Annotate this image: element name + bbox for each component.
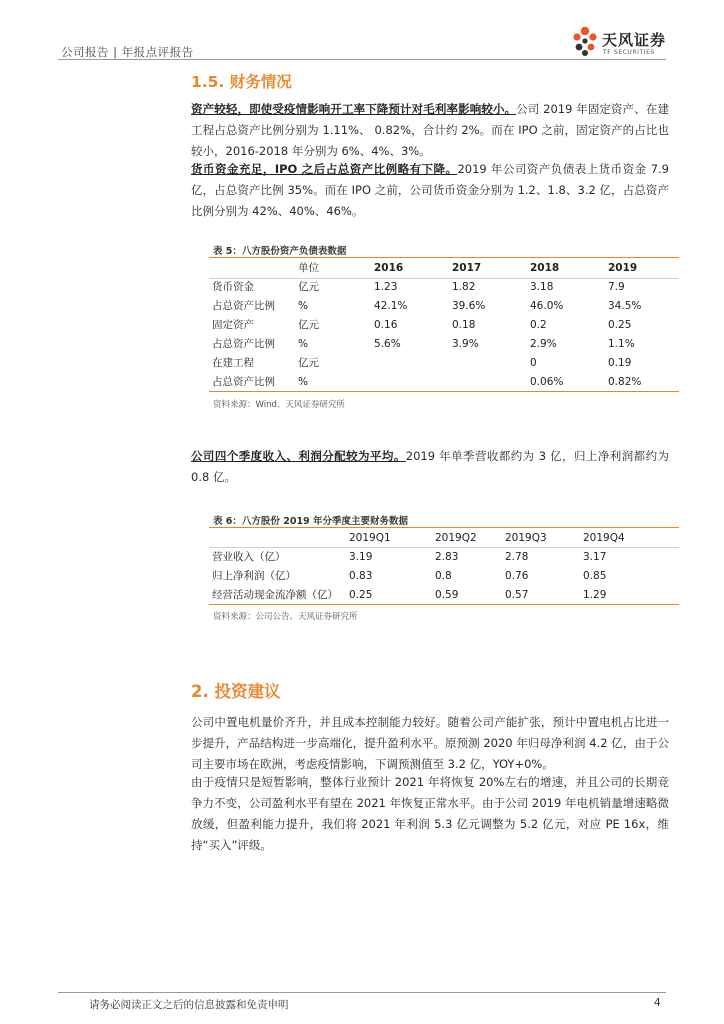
table-cell: 0.25 (608, 318, 632, 331)
table-cell: 0.57 (505, 588, 529, 601)
table-cell: 归上净利润（亿） (212, 570, 296, 582)
footer-divider (58, 992, 666, 993)
paragraph-investment-1: 公司中置电机量价齐升，并且成本控制能力较好。随着公司产能扩张，预计中置电机占比进一步提升，产品结构进一步高端化，提升盈利水平。原预测 2020 年归母净利润 4.2 亿，由于公司主要市场在欧洲，考虑疫情影响，下调预测值至 3.2 亿，YOY+0%。 (191, 715, 669, 771)
table-cell (374, 372, 452, 391)
paragraph-body: 2019 年单季营收都约为 3 亿，归上净利润都约为 0.8 亿。 (191, 449, 669, 484)
paragraph-assets (191, 99, 669, 162)
table-cell: 占总资产比例 (212, 300, 275, 312)
table-cell: 0.19 (608, 356, 632, 369)
table-cell: 42.1% (374, 299, 408, 312)
table5-source: 资料来源：Wind、天风证券研究所 (213, 400, 345, 410)
table6-quarterly (212, 528, 678, 604)
table-cell: 3.19 (349, 550, 373, 563)
table-row (212, 277, 678, 296)
table-cell: 0 (530, 356, 537, 369)
table5-bottom-rule (209, 391, 679, 392)
table-cell: 在建工程 (212, 357, 254, 369)
table-cell: 7.9 (608, 280, 625, 293)
table-cell: 占总资产比例 (212, 338, 275, 350)
footer-disclaimer: 请务必阅读正文之后的信息披露和免责申明 (89, 999, 289, 1011)
table-cell: % (298, 337, 308, 350)
table-cell: 5.6% (374, 337, 401, 350)
table-row (212, 296, 678, 315)
table-header-cell: 2019Q1 (349, 531, 391, 544)
flower-logo-icon (573, 27, 596, 56)
table-header-cell: 2018 (530, 261, 560, 274)
table-cell: 3.9% (452, 337, 479, 350)
table-cell: 3.17 (583, 550, 607, 563)
table6-bottom-rule (209, 604, 679, 605)
table-cell: 46.0% (530, 299, 564, 312)
table-row (212, 372, 678, 391)
paragraph-quarterly (191, 446, 669, 488)
table-cell: 1.23 (374, 280, 398, 293)
paragraph-lead: 公司四个季度收入、利润分配较为平均。 (191, 449, 406, 463)
table-row (212, 315, 678, 334)
paragraph-body: 公司 2019 年固定资产、在建工程占总资产比例分别为 1.11%、 0.82%，合计约 2%。而在 IPO 之前，固定资产的占比也较小，2016-2018 年分别为 6%、4%、3%。 (191, 102, 669, 158)
report-breadcrumb: 公司报告 | 年报点评报告 (61, 45, 194, 59)
logo-name: 天风证券 (602, 31, 667, 49)
table-cell: 0.83 (349, 569, 373, 582)
table-header-cell: 2019Q2 (435, 531, 477, 544)
table-header-cell: 2019Q4 (583, 531, 625, 544)
table-cell: 3.18 (530, 280, 554, 293)
table6-source: 资料来源：公司公告、天风证券研究所 (213, 612, 358, 622)
table-cell: 0.85 (583, 569, 607, 582)
table-cell: 0.2 (530, 318, 547, 331)
table-header-cell (212, 528, 349, 547)
table-cell: 34.5% (608, 299, 642, 312)
table-cell: 0.82% (608, 375, 642, 388)
table-cell (452, 372, 530, 391)
table6-caption: 表 6：八方股份 2019 年分季度主要财务数据 (213, 516, 408, 527)
table-row (212, 353, 678, 372)
table-cell: 固定资产 (212, 319, 254, 331)
table-cell: 0.76 (505, 569, 529, 582)
table-cell: 1.82 (452, 280, 476, 293)
table-cell (452, 353, 530, 372)
table-row (212, 334, 678, 353)
table-cell: 0.8 (435, 569, 452, 582)
table-cell: 0.25 (349, 588, 373, 601)
table-header-row (212, 528, 678, 547)
table-row (212, 547, 678, 566)
table-header-cell: 2019 (608, 261, 638, 274)
section-title-finance: 1.5. 财务情况 (191, 73, 292, 91)
table-cell: 经营活动现金流净额（亿） (212, 589, 338, 601)
table-cell: 1.29 (583, 588, 607, 601)
table-cell: 2.9% (530, 337, 557, 350)
paragraph-body: 2019 年公司资产负债表上货币资金 7.9 亿，占总资产比例 35%。而在 IPO 之前，公司货币资金分别为 1.2、1.8、3.2 亿，占总资产比例分别为 42%、40%、46%。 (191, 162, 669, 218)
table-cell: 亿元 (298, 357, 319, 369)
table-cell: 货币资金 (212, 281, 254, 293)
table-header-cell: 2019Q3 (505, 531, 547, 544)
table-cell: 亿元 (298, 281, 319, 293)
table-cell: 0.18 (452, 318, 476, 331)
table-cell: 占总资产比例 (212, 376, 275, 388)
table-cell: 2.83 (435, 550, 459, 563)
table-cell: 39.6% (452, 299, 486, 312)
table5-caption: 表 5：八方股份资产负债表数据 (213, 246, 347, 257)
logo-subtitle: TF SECURITIES (603, 49, 655, 56)
table-header-cell (212, 258, 298, 277)
table-cell: % (298, 299, 308, 312)
section-title-investment: 2. 投资建议 (191, 682, 281, 701)
table-cell: 0.16 (374, 318, 398, 331)
table-header-cell: 单位 (298, 262, 319, 274)
table-cell: 0.06% (530, 375, 564, 388)
paragraph-lead: 货币资金充足，IPO 之后占总资产比例略有下降。 (191, 162, 458, 176)
page-number: 4 (654, 997, 661, 1009)
table-cell: % (298, 375, 308, 388)
table-header-cell: 2017 (452, 261, 482, 274)
table-row (212, 585, 678, 604)
table-header-cell: 2016 (374, 261, 404, 274)
table5-balance-sheet (212, 258, 678, 391)
paragraph-cash (191, 159, 669, 222)
paragraph-investment-2: 由于疫情只是短暂影响，整体行业预计 2021 年将恢复 20%左右的增速，并且公司的长期竞争力不变，公司盈利水平有望在 2021 年恢复正常水平。由于公司 2019 年电机销量增速略微放缓，但盈利能力提升，我们将 2021 年利润 5.3 亿元调整为 5.2 亿元，对应 PE 16x，维持“买入”评级。 (191, 775, 669, 852)
table-cell: 亿元 (298, 319, 319, 331)
table-cell: 营业收入（亿） (212, 551, 286, 563)
paragraph-lead: 资产较轻，即使受疫情影响开工率下降预计对毛利率影响较小。 (191, 102, 517, 116)
table-cell: 1.1% (608, 337, 635, 350)
table-cell: 2.78 (505, 550, 529, 563)
table-cell (374, 353, 452, 372)
table-header-row (212, 258, 678, 277)
table-cell: 0.59 (435, 588, 459, 601)
table-row (212, 566, 678, 585)
